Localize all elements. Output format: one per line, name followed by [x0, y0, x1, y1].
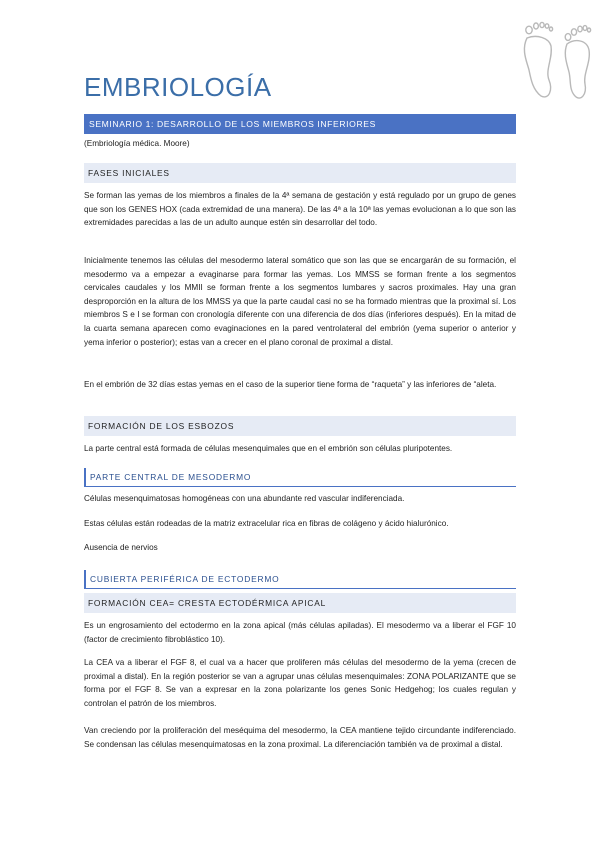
paragraph-esbozos-1: La parte central está formada de células mesenquimales que en el embrión son células pluripotentes. — [84, 444, 453, 453]
footprints-icon — [505, 10, 595, 105]
paragraph-central-2: Estas células están rodeadas de la matriz extracelular rica en fibras de colágeno y ácido hialurónico. — [84, 519, 449, 528]
paragraph-cea-2: La CEA va a liberar el FGF 8, el cual va a hacer que proliferen más células del mesodermo de la yema (crecen de proximal a distal). En la región posterior se van a agrupar unas células mesenquimales: ZONA POLARIZANTE que se forma por el FGF 8. Se van a expresar en la zona polarizante los genes Sonic Hedgehog; los cuales regulan y controlan el patrón de los miembros. — [84, 658, 516, 708]
paragraph-fases-3: En el embrión de 32 días estas yemas en el caso de la superior tiene forma de “raqueta” y las inferiores de “aleta. — [84, 380, 497, 389]
reference-note: (Embriología médica. Moore) — [84, 139, 190, 148]
paragraph-fases-2: Inicialmente tenemos las células del mesodermo lateral somático que son las que se encargarán de su formación, el mesodermo va a empezar a evaginarse para formar las yemas. Los MMSS se forman frente a los segmentos cervicales caudales y los MMII se forman frente a los segmentos lumbares y sacros proximales. Hay una gran desproporción en la altura de los MMSS ya que la parte caudal casi no se ha formado mientras que la proximal sí. Los miembros S e I se forman con cronología diferente con una diferencia de dos días (inferiores después). En la mitad de la cuarta semana aparecen como evaginaciones en la pared ventrolateral del embrión (yema superior o anterior y yema inferior o posterior); estas van a crecer en el plano coronal de proximal a distal. — [84, 256, 516, 347]
seminar-banner: SEMINARIO 1: DESARROLLO DE LOS MIEMBROS INFERIORES — [84, 114, 516, 134]
heading-cubierta-periferica: CUBIERTA PERIFÉRICA DE ECTODERMO — [84, 570, 516, 589]
paragraph-cea-1: Es un engrosamiento del ectodermo en la zona apical (más células apiladas). El mesodermo va a liberar el FGF 10 (factor de crecimiento fibroblástico 10). — [84, 621, 516, 644]
heading-fases-iniciales: FASES INICIALES — [84, 163, 516, 183]
heading-parte-central: PARTE CENTRAL DE MESODERMO — [84, 468, 516, 487]
paragraph-fases-1: Se forman las yemas de los miembros a finales de la 4ª semana de gestación y está regulado por un grupo de genes que son los GENES HOX (cada extremidad de una manera). De las 4ª a la 10ª las yemas evolucionan a lo que son las extremidades parecidas a las de un adulto aunque estén sin desarrollar del todo. — [84, 191, 516, 228]
heading-formacion-esbozos: FORMACIÓN DE LOS ESBOZOS — [84, 416, 516, 436]
document-title: EMBRIOLOGÍA — [84, 72, 272, 102]
paragraph-cea-3: Van creciendo por la proliferación del meséquima del mesodermo, la CEA mantiene tejido circundante indiferenciado. Se condensan las células mesenquimatosas en la zona proximal. La diferenciación también va de proximal a distal. — [84, 726, 516, 749]
heading-formacion-cea: FORMACIÓN CEA= CRESTA ECTODÉRMICA APICAL — [84, 593, 516, 613]
paragraph-central-3: Ausencia de nervios — [84, 543, 158, 552]
paragraph-central-1: Células mesenquimatosas homogéneas con una abundante red vascular indiferenciada. — [84, 494, 405, 503]
